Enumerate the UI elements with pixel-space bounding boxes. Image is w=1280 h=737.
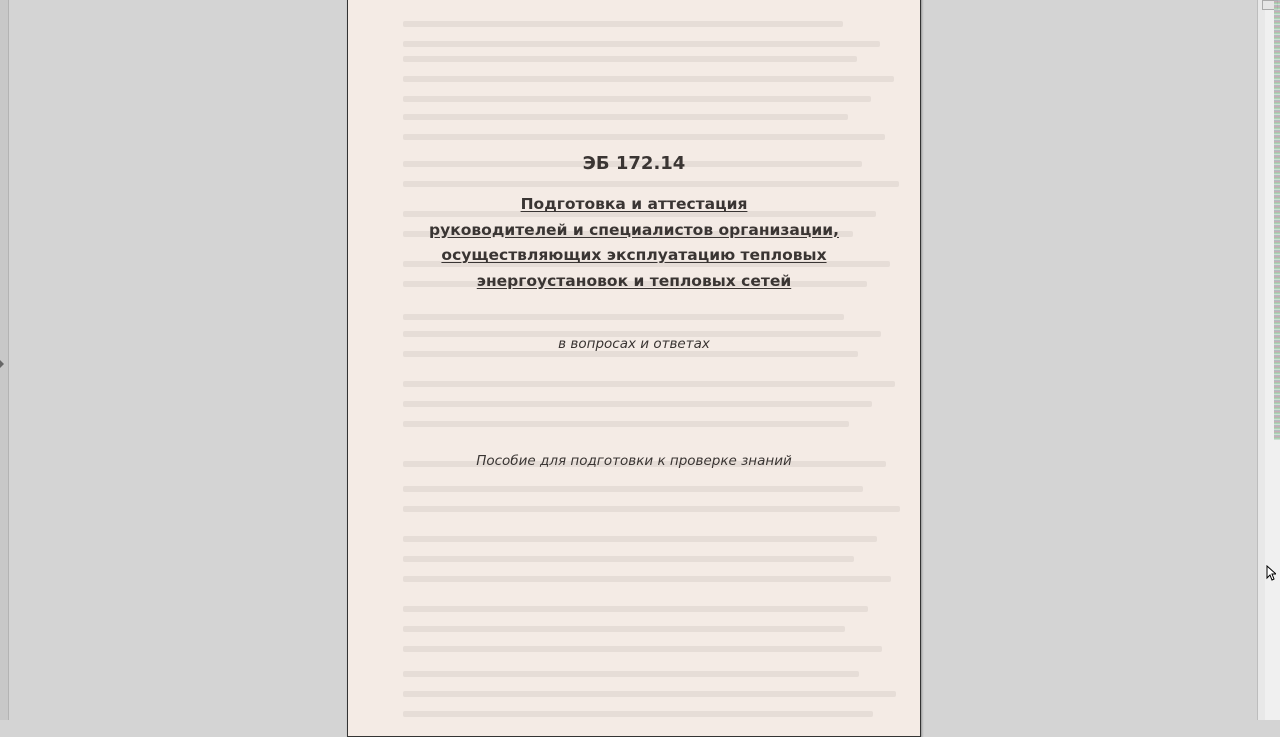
ghost-line [403, 711, 873, 717]
ghost-line [403, 181, 899, 187]
ghost-line [403, 606, 868, 612]
ghost-line [403, 114, 848, 120]
ghost-line [403, 381, 895, 387]
ghost-line [403, 314, 844, 320]
collapse-arrow-icon[interactable] [0, 360, 4, 368]
title-line: Подготовка и аттестация [520, 195, 748, 213]
title-line: осуществляющих эксплуатацию тепловых [441, 246, 827, 264]
ghost-line [403, 576, 891, 582]
document-code: ЭБ 172.14 [582, 153, 686, 174]
ghost-line [403, 506, 900, 512]
ghost-line [403, 76, 894, 82]
title-line: энергоустановок и тепловых сетей [476, 271, 792, 290]
ghost-line [403, 41, 880, 47]
ghost-line [403, 21, 843, 27]
ghost-line [403, 691, 896, 697]
document-page [347, 0, 921, 737]
scrollbar-thumb[interactable] [1274, 0, 1280, 440]
ghost-line [403, 536, 877, 542]
ghost-line [403, 626, 845, 632]
ghost-line [403, 646, 882, 652]
ghost-line [403, 556, 854, 562]
document-purpose: Пособие для подготовки к проверке знаний [476, 453, 792, 469]
document-title [348, 192, 920, 294]
mouse-pointer-icon [1266, 565, 1276, 581]
ghost-line [403, 56, 857, 62]
left-panel-strip[interactable] [0, 0, 9, 720]
ghost-line [403, 134, 885, 140]
ghost-line [403, 421, 849, 427]
ghost-line [403, 96, 871, 102]
title-line: руководителей и специалистов организации, [429, 220, 839, 239]
ghost-line [403, 486, 863, 492]
ghost-line [403, 401, 872, 407]
document-subtitle: в вопросах и ответах [558, 336, 710, 352]
ghost-line [403, 671, 859, 677]
